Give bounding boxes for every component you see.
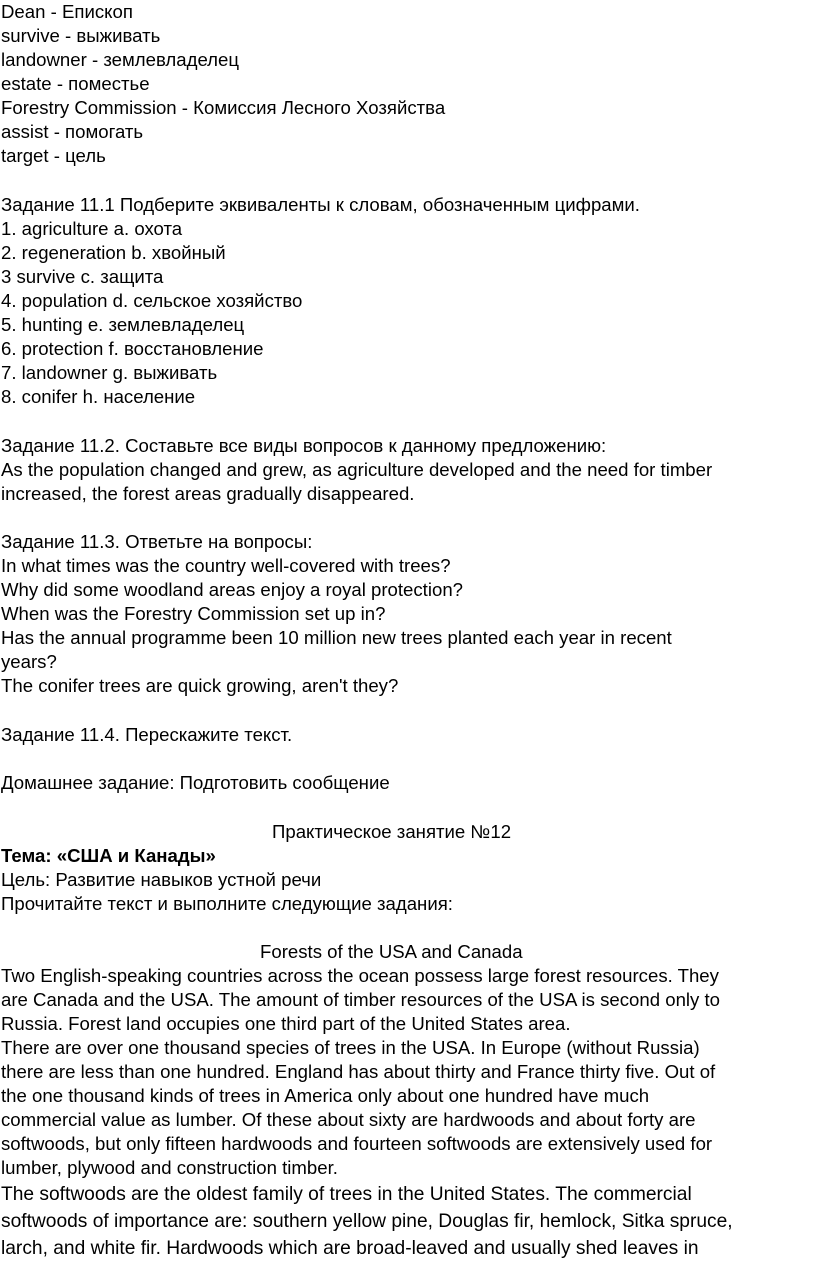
task-item: 8. conifer h. население	[1, 386, 196, 407]
paragraph-line: the one thousand kinds of trees in America only about one hundred have much	[1, 1085, 650, 1106]
homework-line: Домашнее задание: Подготовить сообщение	[1, 772, 390, 793]
lesson-title: Практическое занятие №12	[272, 821, 512, 842]
vocab-line: estate - поместье	[1, 73, 150, 94]
paragraph-line: Russia. Forest land occupies one third part of the United States area.	[1, 1013, 571, 1034]
vocab-line: target - цель	[1, 145, 106, 166]
task-item: 2. regeneration b. хвойный	[1, 242, 226, 263]
question-line: In what times was the country well-covered with trees?	[1, 555, 451, 576]
paragraph-line: are Canada and the USA. The amount of timber resources of the USA is second only to	[1, 989, 721, 1010]
task-heading: Задание 11.2. Составьте все виды вопросов к данному предложению:	[1, 435, 607, 456]
vocab-line: landowner - землевладелец	[1, 49, 240, 70]
paragraph-line: lumber, plywood and construction timber.	[1, 1157, 338, 1178]
paragraph-line: commercial value as lumber. Of these about sixty are hardwoods and about forty are	[1, 1109, 696, 1130]
lesson-topic: Тема: «США и Канады»	[1, 845, 216, 866]
paragraph-line: softwoods, but only fifteen hardwoods and fourteen softwoods are extensively used for	[1, 1133, 713, 1154]
question-line: When was the Forestry Commission set up in?	[1, 603, 386, 624]
vocab-line: assist - помогать	[1, 121, 144, 142]
paragraph-line: The softwoods are the oldest family of trees in the United States. The commercial	[1, 1184, 692, 1205]
task-item: 6. protection f. восстановление	[1, 338, 264, 359]
paragraph-line: Two English-speaking countries across the ocean possess large forest resources. They	[1, 965, 719, 986]
task-item: 4. population d. сельское хозяйство	[1, 290, 303, 311]
task-heading: Задание 11.3. Ответьте на вопросы:	[1, 531, 313, 552]
question-line: Why did some woodland areas enjoy a royal protection?	[1, 579, 464, 600]
lesson-instruction: Прочитайте текст и выполните следующие задания:	[1, 893, 453, 914]
paragraph-line: There are over one thousand species of trees in the USA. In Europe (without Russia)	[1, 1037, 700, 1058]
lesson-goal: Цель: Развитие навыков устной речи	[1, 869, 322, 890]
paragraph-line: larch, and white fir. Hardwoods which are broad-leaved and usually shed leaves in	[1, 1238, 699, 1259]
task-item: 1. agriculture a. охота	[1, 218, 183, 239]
paragraph-line: softwoods of importance are: southern yellow pine, Douglas fir, hemlock, Sitka spruce,	[1, 1211, 733, 1232]
task-item: 3 survive c. защита	[1, 266, 164, 287]
paragraph-line: increased, the forest areas gradually disappeared.	[1, 483, 415, 504]
task-item: 5. hunting e. землевладелец	[1, 314, 245, 335]
vocab-line: survive - выживать	[1, 25, 161, 46]
question-line: Has the annual programme been 10 million new trees planted each year in recent	[1, 627, 672, 648]
paragraph-line: As the population changed and grew, as agriculture developed and the need for timber	[1, 459, 713, 480]
task-heading: Задание 11.4. Перескажите текст.	[1, 724, 293, 745]
paragraph-line: there are less than one hundred. England has about thirty and France thirty five. Out of	[1, 1061, 716, 1082]
question-line: years?	[1, 651, 57, 672]
text-title: Forests of the USA and Canada	[260, 941, 523, 962]
vocab-line: Dean - Епископ	[1, 1, 133, 22]
vocab-line: Forestry Commission - Комиссия Лесного Хозяйства	[1, 97, 446, 118]
task-item: 7. landowner g. выживать	[1, 362, 218, 383]
question-line: The conifer trees are quick growing, aren't they?	[1, 675, 399, 696]
task-heading: Задание 11.1 Подберите эквиваленты к словам, обозначенным цифрами.	[1, 194, 640, 215]
